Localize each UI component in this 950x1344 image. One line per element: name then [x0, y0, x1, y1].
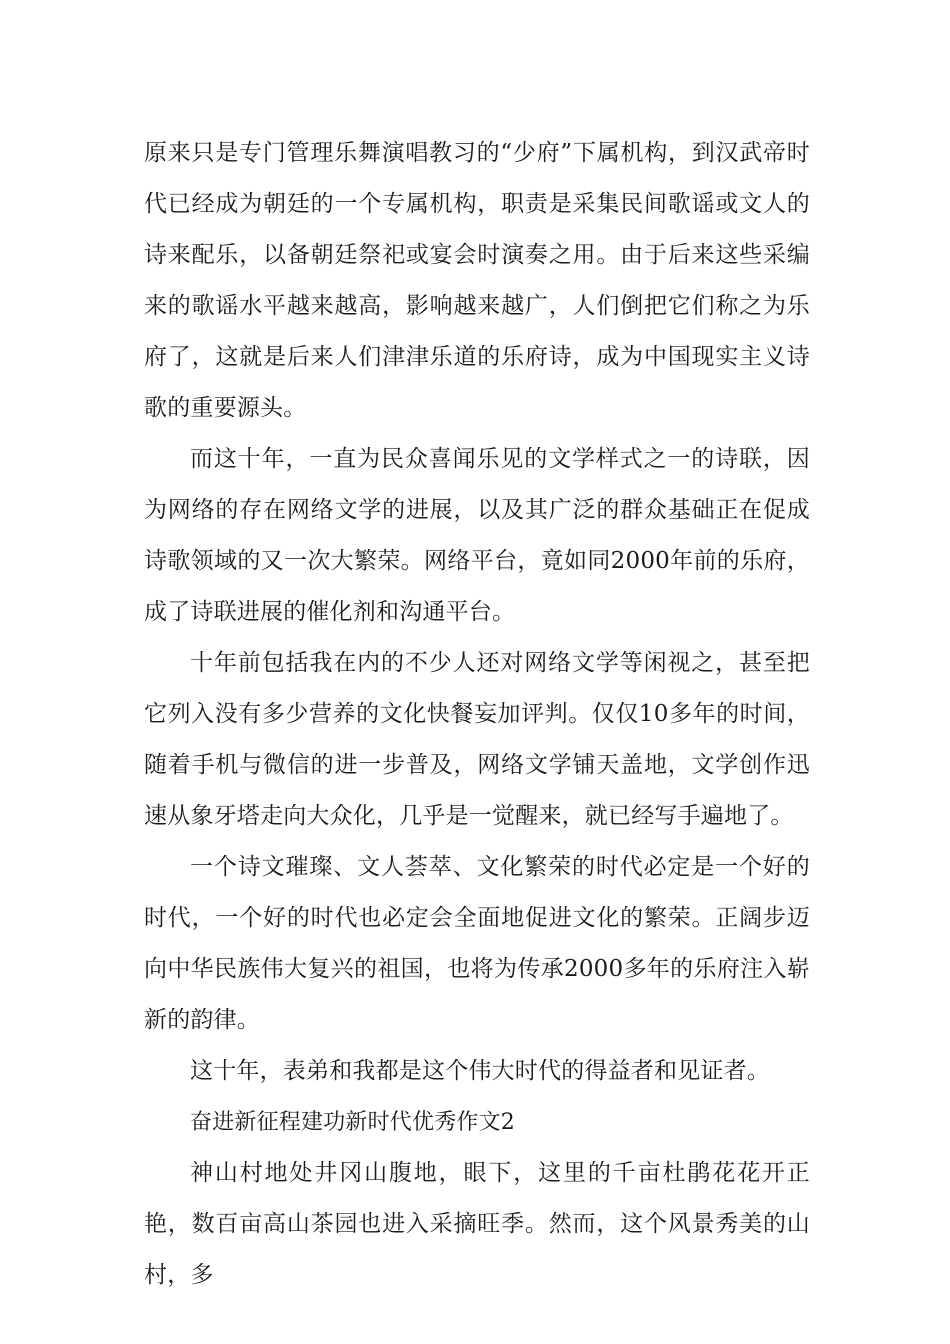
- paragraph-witnesses: 这十年，表弟和我都是这个伟大时代的得益者和见证者。: [190, 1058, 770, 1084]
- paragraph-continuation: 原来只是专门管理乐舞演唱教习的“少府”下属机构，到汉武帝时代已经成为朝廷的一个专属机构，职责是采集民间歌谣或文人的诗来配乐，以备朝廷祭祀或宴会时演奏之用。由于后来这些采编来的歌谣水平越来越高，影响越来越广，人们倒把它们称之为乐府了，这就是后来人们津津乐道的乐府诗，成为中国现实主义诗歌的重要源头。: [144, 140, 810, 421]
- document-body: [144, 128, 810, 1301]
- paragraph-prosperous-era: 一个诗文璀璨、文人荟萃、文化繁荣的时代必定是一个好的时代，一个好的时代也必定会全面地促进文化的繁荣。正阔步迈向中华民族伟大复兴的祖国，也将为传承2000多年的乐府注入崭新的韵律。: [144, 854, 810, 1033]
- paragraph-network-literature: 十年前包括我在内的不少人还对网络文学等闲视之，甚至把它列入没有多少营养的文化快餐妄加评判。仅仅10多年的时间，随着手机与微信的进一步普及，网络文学铺天盖地，文学创作迅速从象牙塔走向大众化，几乎是一觉醒来，就已经写手遍地了。: [144, 650, 810, 829]
- paragraph-poetry-couplets: 而这十年，一直为民众喜闻乐见的文学样式之一的诗联，因为网络的存在网络文学的进展，以及其广泛的群众基础正在促成诗歌领域的又一次大繁荣。网络平台，竟如同2000年前的乐府，成了诗联进展的催化剂和沟通平台。: [144, 446, 810, 625]
- paragraph-shenshan-village: 神山村地处井冈山腹地，眼下，这里的千亩杜鹃花花开正艳，数百亩高山茶园也进入采摘旺季。然而，这个风景秀美的山村，多: [144, 1160, 810, 1288]
- essay-heading: 奋进新征程建功新时代优秀作文2: [190, 1110, 515, 1135]
